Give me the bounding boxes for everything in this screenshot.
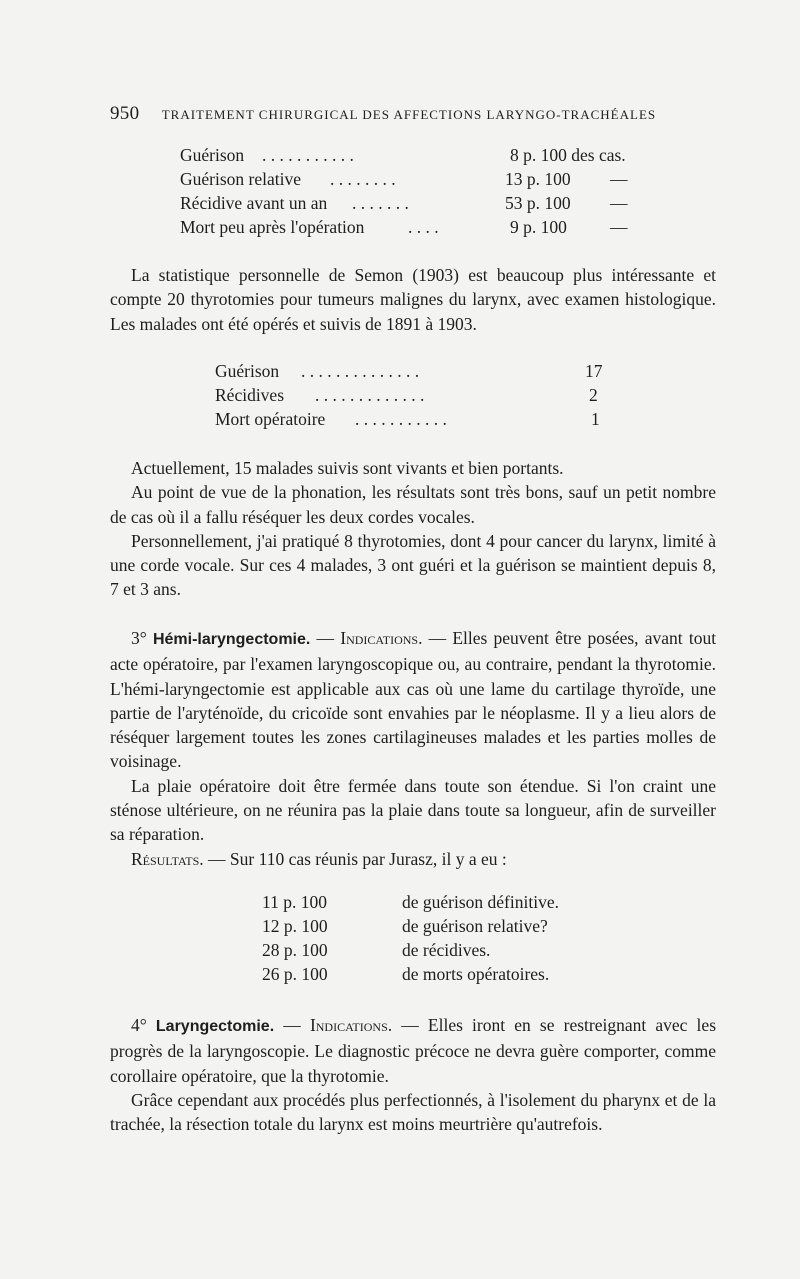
- section-number: 3°: [131, 628, 147, 648]
- paragraph-actuellement: Actuellement, 15 malades suivis sont vivants et bien portants.: [131, 458, 564, 478]
- row-dots: . . . . . . . .: [330, 169, 396, 189]
- running-title: TRAITEMENT CHIRURGICAL DES AFFECTIONS LARYNGO-TRACHÉALES: [161, 107, 657, 122]
- indications-label: Indications.: [340, 628, 423, 648]
- row-label: de guérison relative?: [402, 916, 548, 936]
- section-number: 4°: [131, 1015, 147, 1035]
- row-label: de morts opératoires.: [402, 964, 550, 984]
- table-row: [262, 914, 622, 938]
- row-mark: —: [610, 193, 628, 213]
- section-dash: —: [283, 1015, 301, 1035]
- table-row: [215, 383, 615, 407]
- section-title: Laryngectomie.: [155, 1018, 275, 1035]
- table-row: [180, 191, 660, 215]
- paragraph-semon: [110, 263, 716, 336]
- row-dots: . . . .: [408, 217, 439, 237]
- indications-label: Indications.: [309, 1015, 393, 1035]
- row-dots: . . . . . . . . . . .: [355, 409, 447, 429]
- section-laryngectomie: [110, 1013, 716, 1136]
- row-label: Mort peu après l'opération: [180, 217, 365, 237]
- row-dots: . . . . . . .: [352, 193, 409, 213]
- row-mark: —: [610, 217, 628, 237]
- row-value: 2: [589, 385, 598, 405]
- table-row: [180, 167, 660, 191]
- paragraph-text: La statistique personnelle de Semon (1903) est beaucoup plus intéressante et compte 20 thyrotomies pour tumeurs malignes du larynx, avec examen histologique. Les malades ont été opérés et suivis de 1891 à 1903.: [110, 265, 716, 334]
- row-label: Guérison: [180, 145, 245, 165]
- row-value: 8 p. 100 des cas.: [510, 145, 626, 165]
- row-value: 9 p. 100: [510, 217, 567, 237]
- row-mark: —: [610, 169, 628, 189]
- row-value: 11 p. 100: [262, 892, 327, 912]
- row-label: Récidive avant un an: [180, 193, 328, 213]
- row-value: 17: [585, 361, 603, 381]
- table-row: [262, 962, 622, 986]
- row-label: de récidives.: [402, 940, 491, 960]
- statistics-table-1: [180, 143, 660, 239]
- paragraph-personnellement: Personnellement, j'ai pratiqué 8 thyrotomies, dont 4 pour cancer du larynx, limité à une corde vocale. Sur ces 4 malades, 3 ont guéri et la guérison se maintient depuis 8, 7 et 3 ans.: [110, 530, 716, 600]
- statistics-table-3: [262, 890, 622, 986]
- row-label: Récidives: [215, 385, 285, 405]
- resultats-label: Résultats.: [131, 848, 204, 869]
- table-row: [262, 938, 622, 962]
- row-value: 28 p. 100: [262, 940, 328, 960]
- row-value: 12 p. 100: [262, 916, 328, 936]
- row-dots: . . . . . . . . . . . . .: [315, 385, 425, 405]
- section-text: — Elles iront en se restreignant avec les progrès de la laryngoscopie. Le diagnostic précoce ne devra guère comporter, comme corollaire opératoire, que la thyrotomie.: [110, 1015, 716, 1086]
- table-row: [215, 407, 615, 431]
- section-4-intro: [110, 1013, 716, 1088]
- page-header: [110, 103, 680, 125]
- row-value: 53 p. 100: [505, 193, 571, 213]
- section-dash: —: [316, 628, 335, 648]
- row-label: Guérison relative: [180, 169, 301, 189]
- table-row: [262, 890, 622, 914]
- resultats-line: [110, 847, 716, 871]
- paragraph-plaie: La plaie opératoire doit être fermée dans toute son étendue. Si l'on craint une sténose ultérieure, on ne réunira pas la plaie dans toute sa longueur, afin de surveiller sa réparation.: [110, 775, 716, 845]
- table-row: [180, 215, 660, 239]
- row-value: 1: [591, 409, 600, 429]
- paragraphs-results: [110, 456, 716, 602]
- section-hemi-laryngectomie: [110, 626, 716, 871]
- row-label: Guérison: [215, 361, 280, 381]
- paragraph-phonation: Au point de vue de la phonation, les résultats sont très bons, sauf un petit nombre de cas où il a fallu réséquer les deux cordes vocales.: [110, 482, 716, 527]
- table-row: [180, 143, 660, 167]
- row-label: de guérison définitive.: [402, 892, 559, 912]
- paragraph-grace: Grâce cependant aux procédés plus perfectionnés, à l'isolement du pharynx et de la trachée, la résection totale du larynx est moins meurtrière qu'autrefois.: [110, 1089, 716, 1135]
- row-label: Mort opératoire: [215, 409, 326, 429]
- row-value: 26 p. 100: [262, 964, 328, 984]
- row-dots: . . . . . . . . . . . . . .: [301, 361, 420, 381]
- section-text: — Elles peuvent être posées, avant tout acte opératoire, par l'examen laryngoscopique ou, au contraire, pendant la thyrotomie. L'hémi-laryngectomie est applicable aux cas où une lame du cartilage thyroïde, une partie de l'aryténoïde, du cricoïde sont envahies par le néoplasme. Il y a lieu alors de réséquer largement toutes les zones cartilagineuses malades et les parties molles de voisinage.: [110, 628, 717, 772]
- row-dots: . . . . . . . . . . .: [262, 145, 354, 165]
- table-row: [215, 359, 615, 383]
- statistics-table-2: [215, 359, 615, 431]
- section-title: Hémi-laryngectomie.: [152, 631, 311, 648]
- section-3-intro: [110, 626, 716, 774]
- row-value: 13 p. 100: [505, 169, 571, 189]
- page-number: 950: [110, 103, 140, 124]
- resultats-text: — Sur 110 cas réunis par Jurasz, il y a eu :: [208, 848, 507, 869]
